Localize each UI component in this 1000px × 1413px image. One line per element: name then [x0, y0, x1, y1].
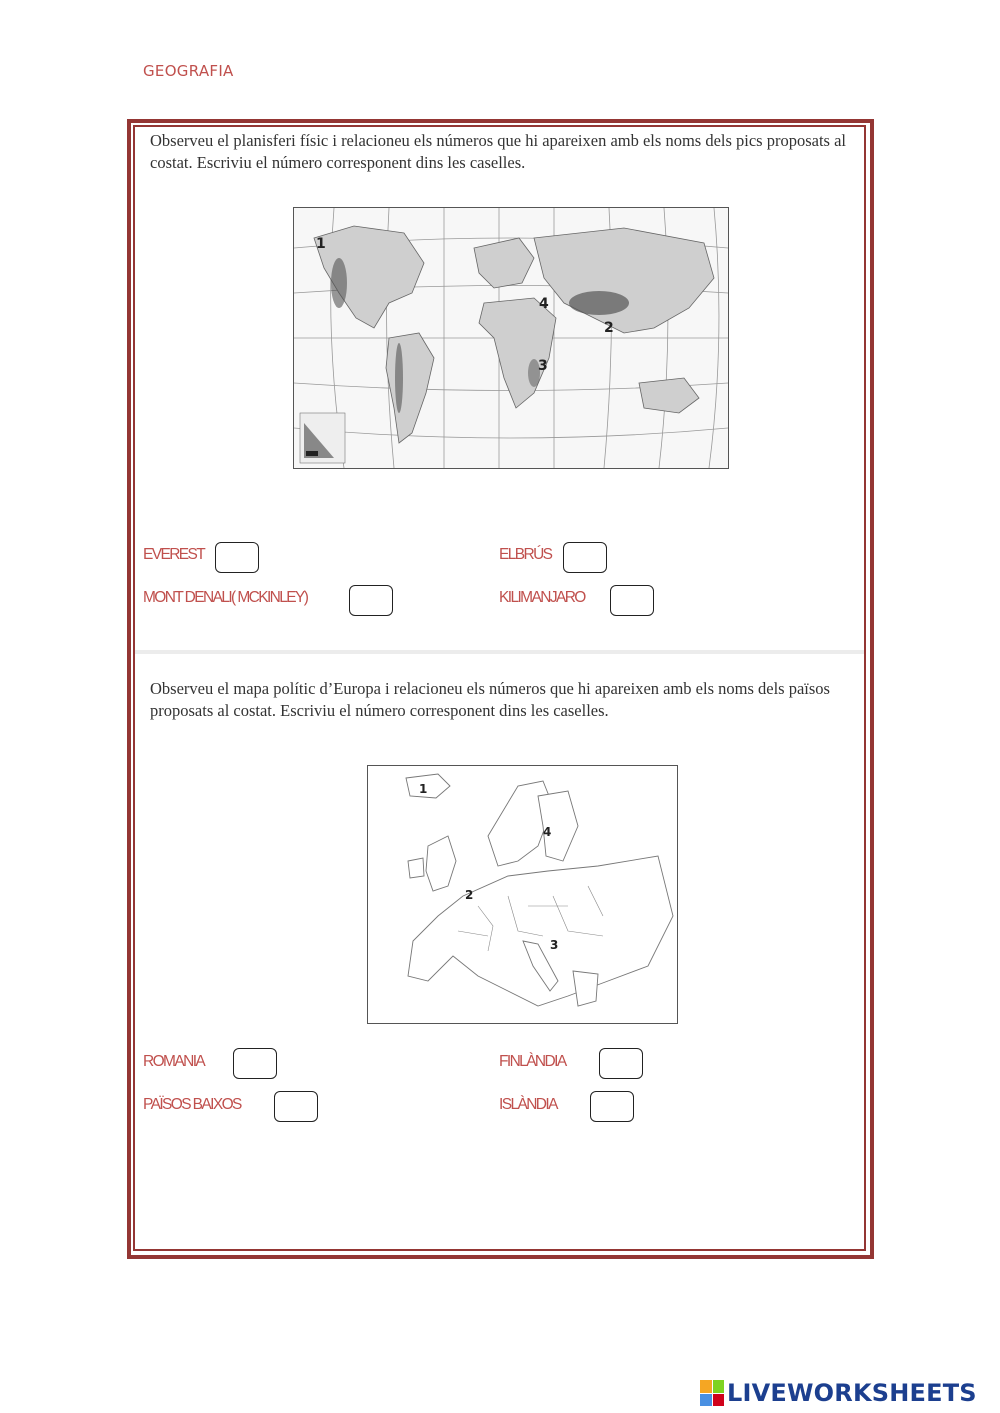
answer-box-kilimanjaro[interactable]	[610, 585, 654, 616]
answer-box-finlandia[interactable]	[599, 1048, 643, 1079]
label-finlandia: FINLÀNDIA	[499, 1053, 566, 1070]
europe-map-marker-3: 3	[550, 938, 559, 952]
label-everest: EVEREST	[143, 546, 205, 563]
europe-map-marker-2: 2	[465, 888, 474, 902]
page-title: GEOGRAFIA	[143, 62, 234, 80]
label-kilimanjaro: KILIMANJARO	[499, 589, 585, 606]
europe-political-map	[367, 765, 678, 1024]
label-elbrus: ELBRÚS	[499, 546, 552, 563]
section-divider	[135, 650, 864, 654]
label-paisos-baixos: PAÏSOS BAIXOS	[143, 1096, 241, 1113]
instructions-europe-map: Observeu el mapa polític d’Europa i relacioneu els números que hi apareixen amb els noms dels països proposats al costat. Escriviu el número corresponent dins les caselles.	[150, 679, 830, 720]
world-physical-map	[293, 207, 729, 469]
world-map-marker-2: 2	[604, 320, 614, 336]
europe-map-marker-1: 1	[419, 782, 428, 796]
answer-box-paisos-baixos[interactable]	[274, 1091, 318, 1122]
answer-box-islandia[interactable]	[590, 1091, 634, 1122]
instructions-world-map: Observeu el planisferi físic i relacioneu els números que hi apareixen amb els noms dels pics proposats al costat. Escriviu el número corresponent dins les caselles.	[150, 131, 847, 172]
answer-box-mont-denali[interactable]	[349, 585, 393, 616]
label-romania: ROMANIA	[143, 1053, 205, 1070]
answer-box-romania[interactable]	[233, 1048, 277, 1079]
world-map-marker-4: 4	[539, 296, 549, 312]
label-mont-denali: MONT DENALI( MCKINLEY)	[143, 589, 308, 606]
liveworksheets-brand	[700, 1378, 977, 1408]
answer-box-everest[interactable]	[215, 542, 259, 573]
brand-name: LIVEWORKSHEETS	[727, 1379, 977, 1407]
world-map-marker-3: 3	[538, 358, 548, 374]
liveworksheets-logo-icon	[700, 1380, 724, 1406]
europe-map-marker-4: 4	[543, 825, 552, 839]
label-islandia: ISLÀNDIA	[499, 1096, 557, 1113]
world-map-marker-1: 1	[316, 236, 326, 252]
answer-box-elbrus[interactable]	[563, 542, 607, 573]
